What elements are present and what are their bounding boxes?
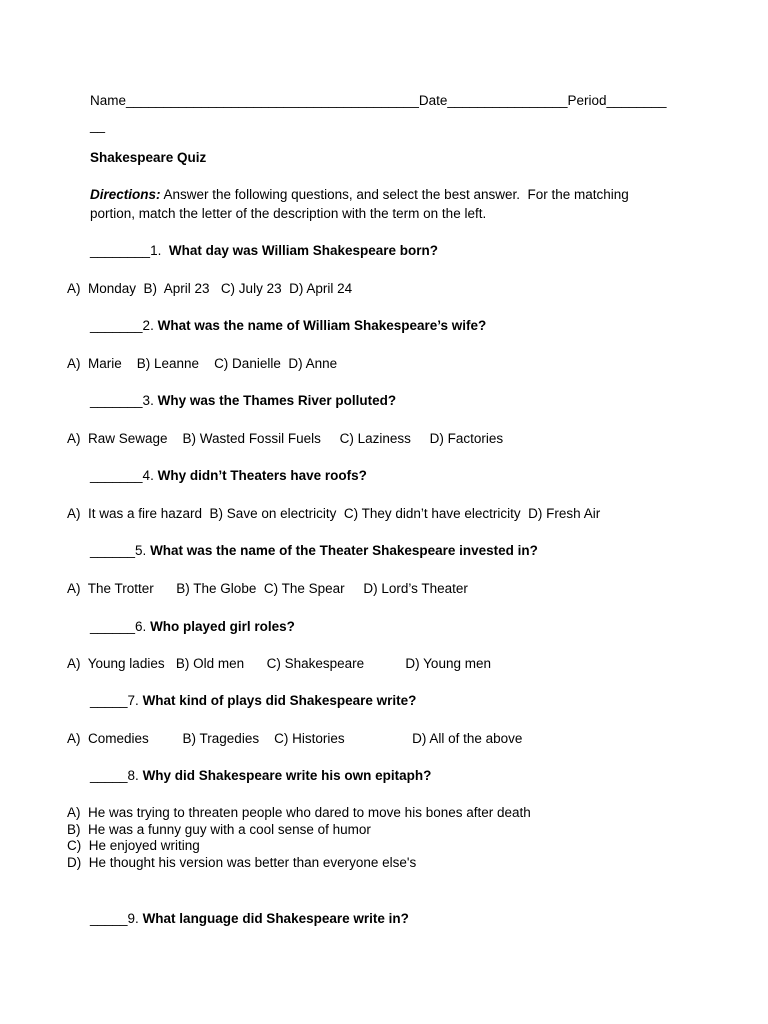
answer-blank: ______6. — [90, 619, 151, 634]
quiz-title: Shakespeare Quiz — [90, 150, 207, 165]
question-text: What day was William Shakespeare born? — [168, 243, 439, 258]
question-text: Why did Shakespeare write his own epitaph? — [142, 768, 432, 783]
question-text: What was the name of the Theater Shakespeare invested in? — [150, 543, 538, 558]
answer-blank: ________1. — [90, 243, 169, 258]
answer-blank: ______5. — [90, 543, 151, 558]
question-5-options: A) The Trotter B) The Globe C) The Spear D) Lord’s Theater — [67, 581, 468, 596]
question-3 — [90, 393, 396, 409]
question-1-options: A) Monday B) April 23 C) July 23 D) April 24 — [67, 281, 353, 296]
answer-blank: _____7. — [90, 693, 143, 708]
question-8-option-a: A) He was trying to threaten people who dared to move his bones after death — [67, 805, 531, 820]
answer-blank: _____9. — [90, 911, 143, 926]
directions-line-2: portion, match the letter of the description with the term on the left. — [90, 206, 487, 221]
question-3-options: A) Raw Sewage B) Wasted Fossil Fuels C) Laziness D) Factories — [67, 431, 504, 446]
directions-label: Directions: — [90, 187, 161, 202]
question-4-options: A) It was a fire hazard B) Save on electricity C) They didn’t have electricity D) Fresh Air — [67, 506, 601, 521]
question-7 — [90, 693, 416, 709]
question-4 — [90, 468, 367, 484]
directions-line-1 — [90, 187, 629, 203]
question-text: Why didn’t Theaters have roofs? — [157, 468, 367, 483]
name-line-continuation: __ — [90, 118, 106, 133]
question-8-option-b: B) He was a funny guy with a cool sense of humor — [67, 822, 371, 837]
question-8 — [90, 768, 431, 784]
question-1 — [90, 243, 438, 259]
question-text: What language did Shakespeare write in? — [142, 911, 409, 926]
question-2 — [90, 318, 486, 334]
question-5 — [90, 543, 538, 559]
answer-blank: _______3. — [90, 393, 158, 408]
question-text: Why was the Thames River polluted? — [157, 393, 397, 408]
name-date-period-line: Name_______________________________________Date________________Period________ — [90, 93, 667, 108]
answer-blank: _____8. — [90, 768, 143, 783]
question-6-options: A) Young ladies B) Old men C) Shakespeare D) Young men — [67, 656, 491, 671]
question-text: What was the name of William Shakespeare’s wife? — [157, 318, 487, 333]
answer-blank: _______4. — [90, 468, 158, 483]
answer-blank: _______2. — [90, 318, 158, 333]
directions-text-1: Answer the following questions, and select the best answer. For the matching — [160, 187, 629, 202]
question-8-option-d: D) He thought his version was better than everyone else's — [67, 855, 417, 870]
question-text: What kind of plays did Shakespeare write? — [142, 693, 417, 708]
question-text: Who played girl roles? — [150, 619, 295, 634]
question-9 — [90, 911, 409, 927]
question-7-options: A) Comedies B) Tragedies C) Histories D) All of the above — [67, 731, 523, 746]
question-6 — [90, 619, 295, 635]
question-2-options: A) Marie B) Leanne C) Danielle D) Anne — [67, 356, 338, 371]
question-8-option-c: C) He enjoyed writing — [67, 838, 200, 853]
